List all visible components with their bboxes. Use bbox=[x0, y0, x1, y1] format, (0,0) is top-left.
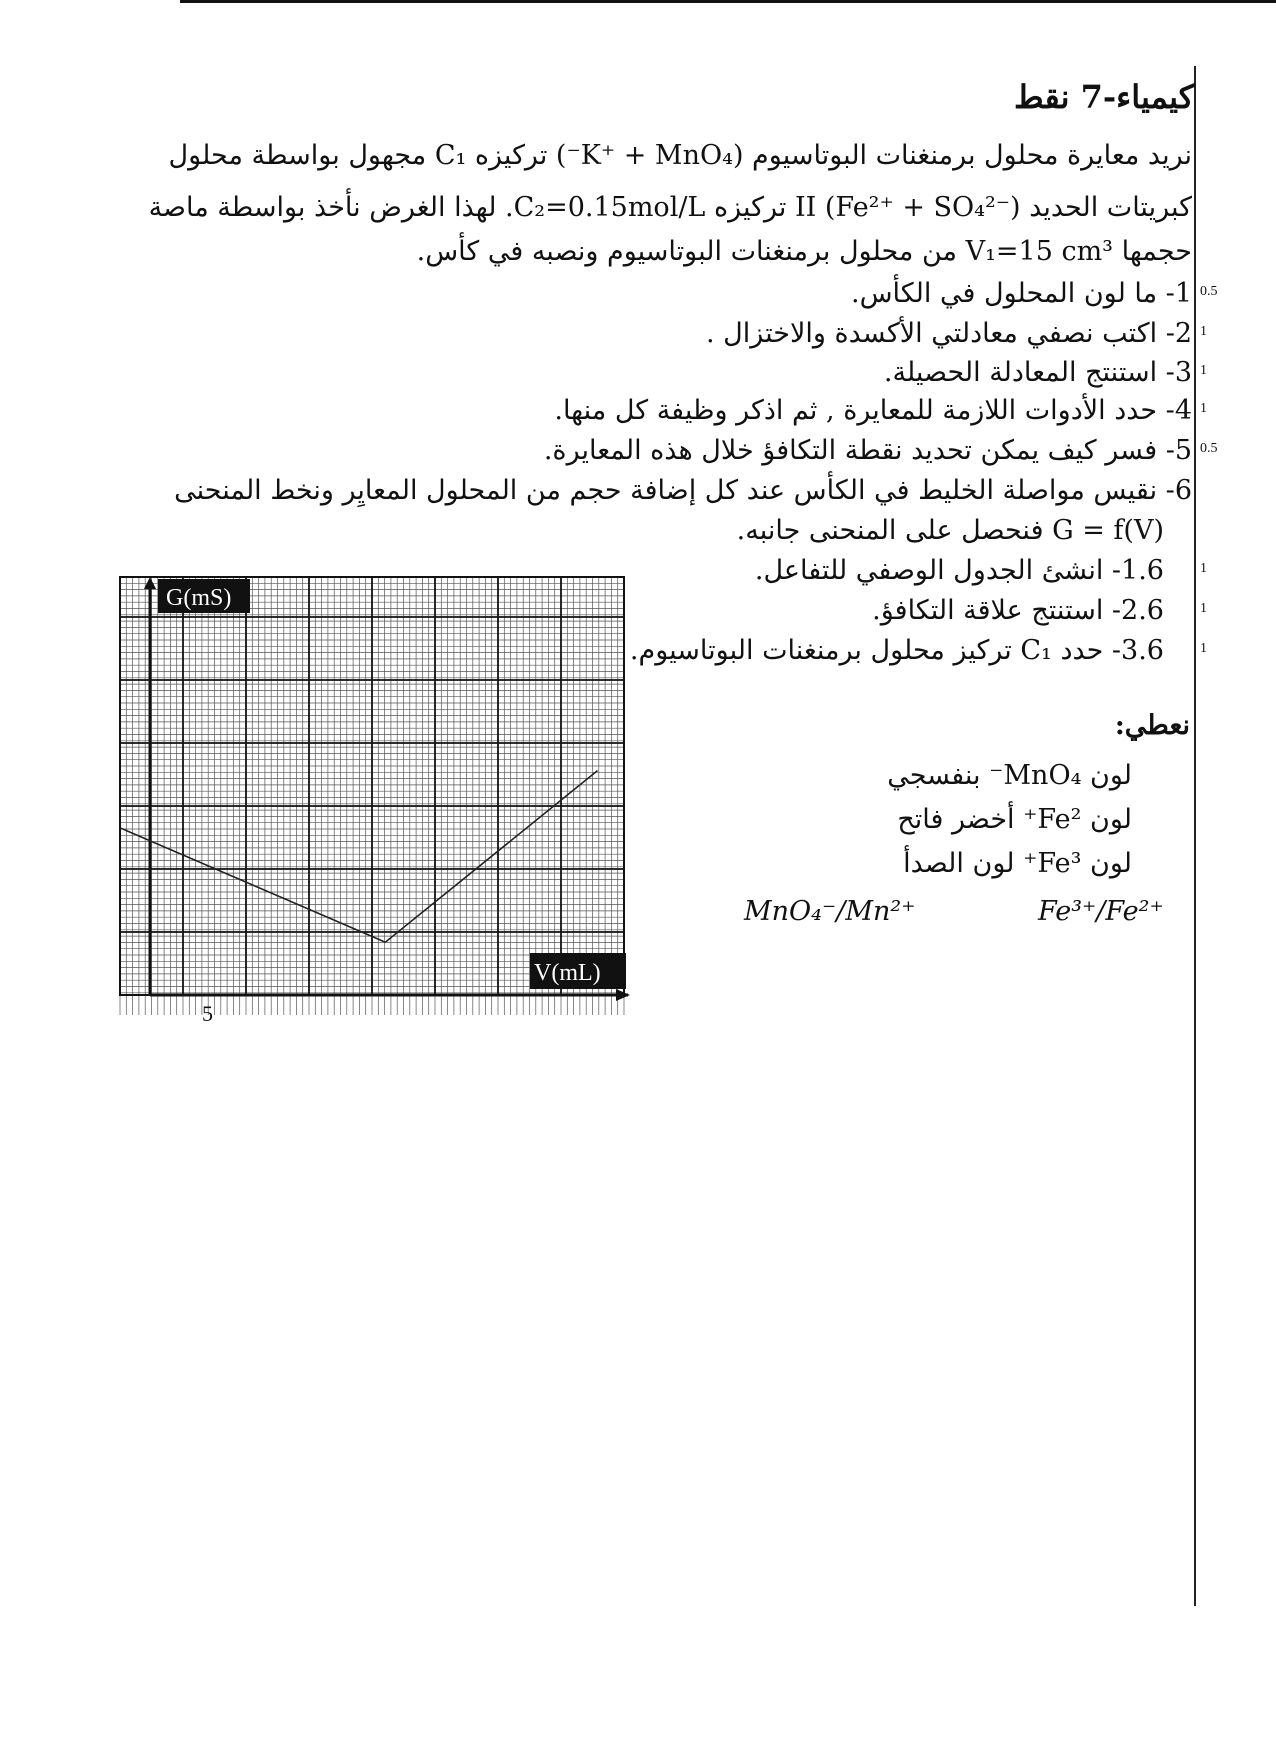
given-color-fe3: لون Fe³⁺ لون الصدأ bbox=[903, 848, 1132, 879]
question-5: 5- فسر كيف يمكن تحديد نقطة التكافؤ خلال هذه المعايرة. bbox=[543, 435, 1192, 466]
conductance-chart bbox=[118, 575, 638, 1035]
question-3: 3- استنتج المعادلة الحصيلة. bbox=[883, 357, 1192, 388]
given-color-fe2: لون Fe²⁺ أخضر فاتح bbox=[897, 804, 1132, 835]
margin-rule bbox=[1194, 66, 1196, 1606]
given-heading: نعطي: bbox=[1114, 710, 1190, 741]
intro-line-1: نريد معايرة محلول برمنغنات البوتاسيوم (K⁺ + MnO₄⁻) تركيزه C₁ مجهول بواسطة محلول bbox=[168, 140, 1192, 171]
score-1: 0.5 bbox=[1200, 284, 1218, 299]
score-5: 0.5 bbox=[1200, 441, 1218, 456]
score-6-1: 1 bbox=[1200, 561, 1207, 576]
question-6-2: 2.6- استنتج علاقة التكافؤ. bbox=[872, 595, 1164, 626]
intro-line-2: كبريتات الحديد II (Fe²⁺ + SO₄²⁻) تركيزه C₂=0.15mol/L. لهذا الغرض نأخذ بواسطة ماصة bbox=[148, 192, 1192, 223]
redox-couple-permanganate: MnO₄⁻/Mn²⁺ bbox=[744, 896, 916, 927]
question-4: 4- حدد الأدوات اللازمة للمعايرة , ثم اذكر وظيفة كل منها. bbox=[554, 395, 1192, 426]
score-2: 1 bbox=[1200, 324, 1207, 339]
question-1: 1- ما لون المحلول في الكأس. bbox=[850, 278, 1192, 309]
question-6-3: 3.6- حدد C₁ تركيز محلول برمنغنات البوتاسيوم. bbox=[629, 635, 1164, 666]
redox-couple-iron: Fe³⁺/Fe²⁺ bbox=[1038, 896, 1164, 927]
score-3: 1 bbox=[1200, 363, 1207, 378]
y-axis-label: G(mS) bbox=[166, 585, 232, 611]
score-6-2: 1 bbox=[1200, 601, 1207, 616]
x-tick-label: 5 bbox=[202, 1001, 213, 1026]
exercise-title: كيمياء-7 نقط bbox=[1014, 78, 1194, 116]
given-color-mno4: لون MnO₄⁻ بنفسجي bbox=[887, 760, 1132, 791]
intro-line-3: حجمها V₁=15 cm³ من محلول برمنغنات البوتاسيوم ونصبه في كأس. bbox=[416, 236, 1192, 267]
x-axis-label: V(mL) bbox=[534, 960, 601, 986]
question-2: 2- اكتب نصفي معادلتي الأكسدة والاختزال . bbox=[705, 318, 1192, 349]
question-6-1: 1.6- انشئ الجدول الوصفي للتفاعل. bbox=[754, 555, 1164, 586]
question-6-cont: G = f(V) فنحصل على المنحنى جانبه. bbox=[736, 515, 1164, 546]
top-rule bbox=[180, 0, 1276, 3]
score-4: 1 bbox=[1200, 401, 1207, 416]
conductance-curve bbox=[120, 771, 598, 943]
question-6: 6- نقيس مواصلة الخليط في الكأس عند كل إضافة حجم من المحلول المعايِر ونخط المنحنى bbox=[174, 475, 1192, 506]
score-6-3: 1 bbox=[1200, 641, 1207, 656]
